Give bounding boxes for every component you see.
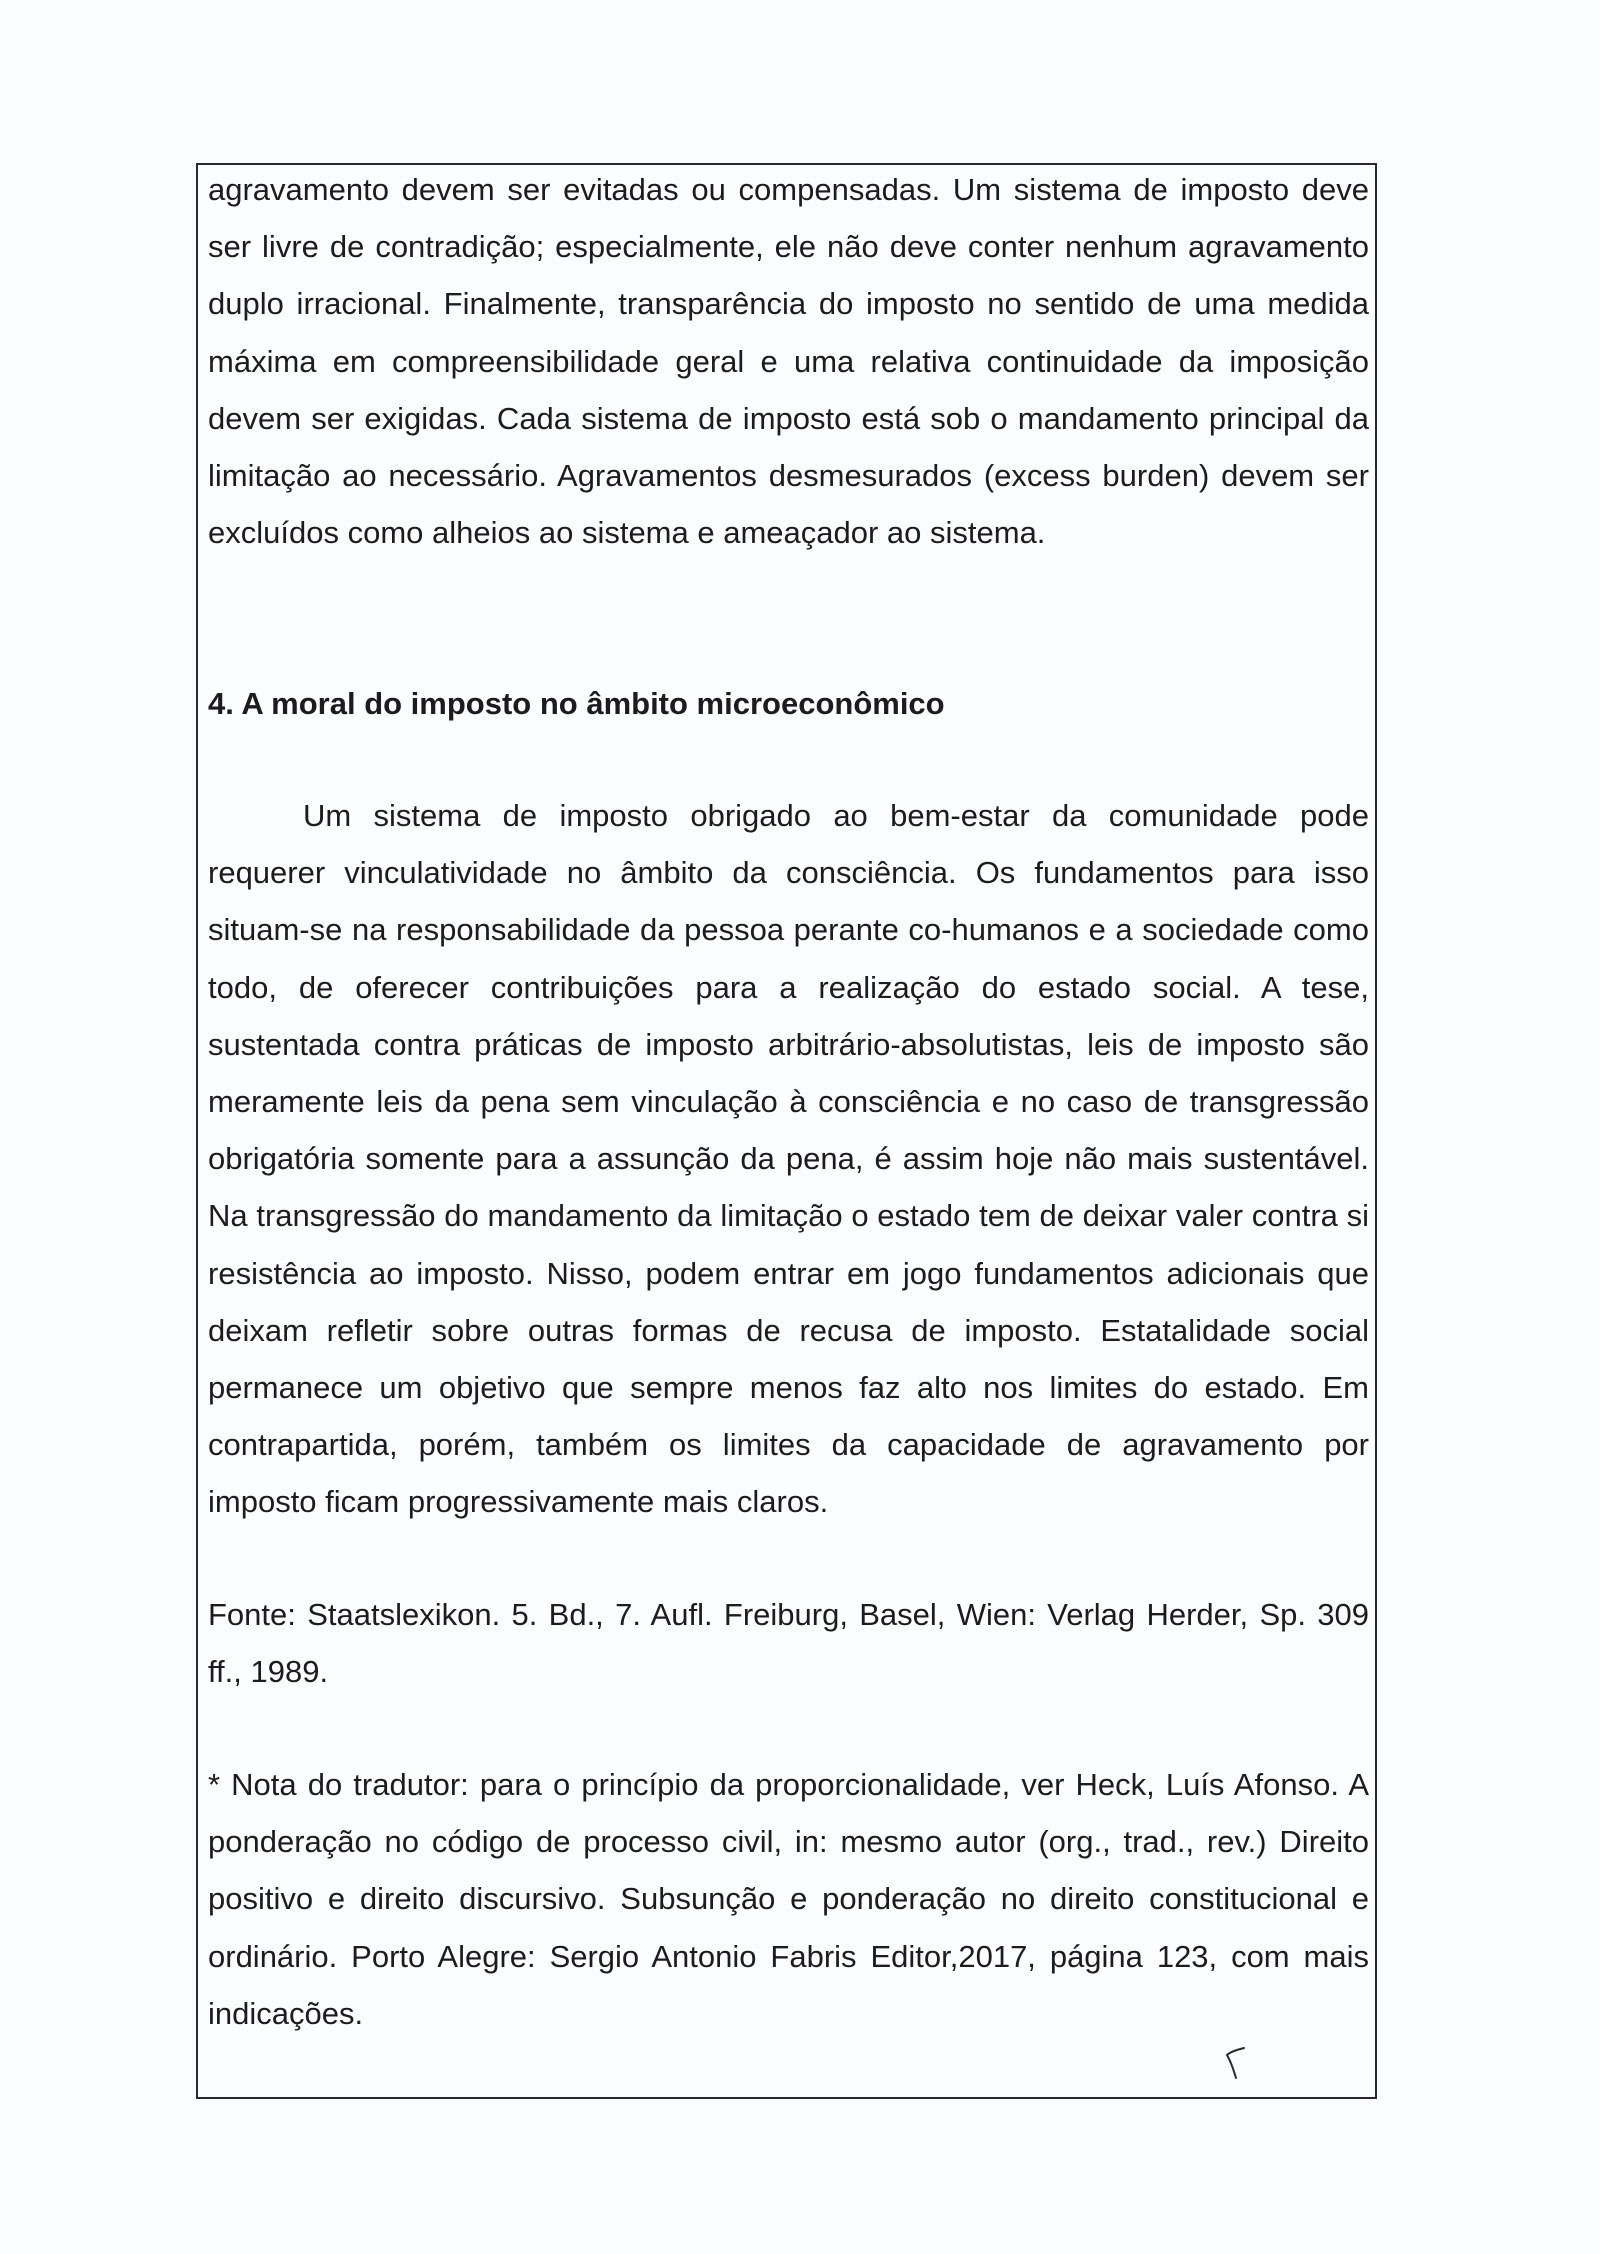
source-citation: Fonte: Staatslexikon. 5. Bd., 7. Aufl. Freiburg, Basel, Wien: Verlag Herder, Sp. 309 ff., 1989. xyxy=(208,1597,1369,1690)
translator-note: * Nota do tradutor: para o princípio da proporcionalidade, ver Heck, Luís Afonso. A ponderação no código de processo civil, in: mesmo autor (org., trad., rev.) Direito positivo e direito discursivo. Subsunção e ponderação no direito constitucional e ordinário. Porto Alegre: Sergio Antonio Fabris Editor,2017, página 123, com mais indicações. xyxy=(208,1767,1369,2031)
section-heading: 4. A moral do imposto no âmbito microeconômico xyxy=(208,686,945,721)
body-paragraph-1: agravamento devem ser evitadas ou compensadas. Um sistema de imposto deve ser livre de contradição; especialmente, ele não deve conter nenhum agravamento duplo irracional. Finalmente, transparência do imposto no sentido de uma medida máxima em compreensibilidade geral e uma relativa continuidade da imposição devem ser exigidas. Cada sistema de imposto está sob o mandamento principal da limitação ao necessário. Agravamentos desmesurados (excess burden) devem ser excluídos como alheios ao sistema e ameaçador ao sistema. xyxy=(208,172,1369,551)
handwritten-mark-icon xyxy=(1224,2046,1246,2080)
body-paragraph-2: Um sistema de imposto obrigado ao bem-estar da comunidade pode requerer vinculatividade no âmbito da consciência. Os fundamentos para isso situam-se na responsabilidade da pessoa perante co-humanos e a sociedade como todo, de oferecer contribuições para a realização do estado social. A tese, sustentada contra práticas de imposto arbitrário-absolutistas, leis de imposto são meramente leis da pena sem vinculação à consciência e no caso de transgressão obrigatória somente para a assunção da pena, é assim hoje não mais sustentável. Na transgressão do mandamento da limitação o estado tem de deixar valer contra si resistência ao imposto. Nisso, podem entrar em jogo fundamentos adicionais que deixam refletir sobre outras formas de recusa de imposto. Estatalidade social permanece um objetivo que sempre menos faz alto nos limites do estado. Em contrapartida, porém, também os limites da capacidade de agravamento por imposto ficam progressivamente mais claros. xyxy=(208,798,1369,1520)
